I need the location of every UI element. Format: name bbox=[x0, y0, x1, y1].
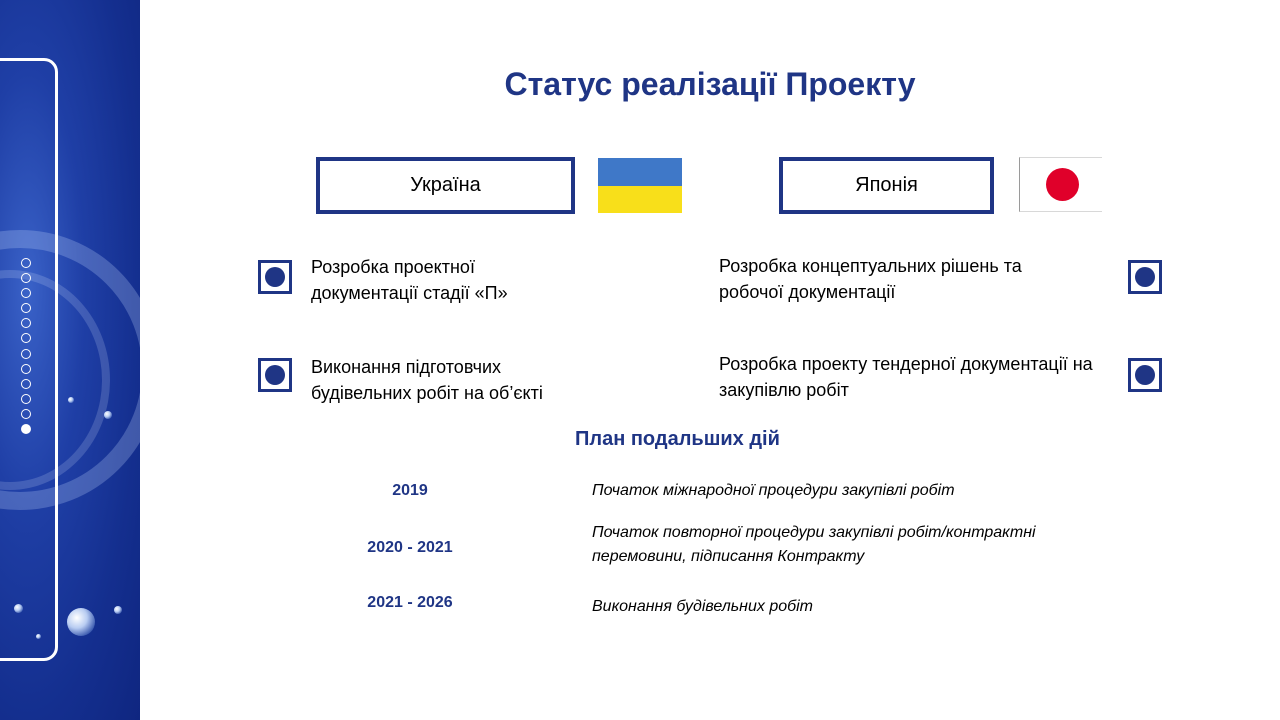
plan-year: 2020 - 2021 bbox=[367, 539, 453, 556]
country-box-japan bbox=[779, 157, 994, 214]
slide-nav-dot[interactable] bbox=[21, 409, 31, 419]
plan-description: Початок міжнародної процедури закупівлі робіт bbox=[592, 482, 955, 499]
water-drop-decoration bbox=[114, 606, 122, 614]
water-drop-decoration bbox=[67, 608, 95, 636]
sidebar-decoration bbox=[0, 0, 140, 720]
water-drop-decoration bbox=[104, 411, 112, 419]
plan-description: Виконання будівельних робіт bbox=[592, 598, 814, 615]
slide-nav-dot-active[interactable] bbox=[21, 424, 31, 434]
slide-nav-dot[interactable] bbox=[21, 288, 31, 298]
water-drop-decoration bbox=[68, 397, 74, 403]
japan-flag-icon bbox=[1019, 157, 1102, 212]
ukraine-flag-icon bbox=[598, 158, 682, 213]
slide-nav-dot[interactable] bbox=[21, 379, 31, 389]
slide-nav-dot[interactable] bbox=[21, 349, 31, 359]
slide-nav-dot[interactable] bbox=[21, 364, 31, 374]
country-label: Україна bbox=[410, 174, 481, 196]
slide-nav-dot[interactable] bbox=[21, 333, 31, 343]
status-item: Розробка проектної документації стадії «П» bbox=[311, 257, 508, 303]
slide-nav-dot[interactable] bbox=[21, 273, 31, 283]
plan-year: 2021 - 2026 bbox=[367, 594, 453, 611]
slide-nav-dot[interactable] bbox=[21, 303, 31, 313]
water-drop-decoration bbox=[36, 634, 41, 639]
status-check-icon bbox=[1128, 358, 1162, 392]
page-title: Статус реалізації Проекту bbox=[504, 66, 916, 102]
status-item: Розробка концептуальних рішень та робочої документації bbox=[719, 256, 1022, 302]
status-item: Виконання підготовчих будівельних робіт на об’єкті bbox=[311, 357, 543, 403]
plan-description: Початок повторної процедури закупівлі робіт/контрактні перемовини, підписання Контракту bbox=[592, 524, 1036, 565]
status-item: Розробка проекту тендерної документації на закупівлю робіт bbox=[719, 354, 1093, 400]
country-box-ukraine bbox=[316, 157, 575, 214]
slide-nav-dot[interactable] bbox=[21, 258, 31, 268]
country-label: Японія bbox=[855, 174, 918, 196]
status-check-icon bbox=[258, 260, 292, 294]
slide-nav-dot[interactable] bbox=[21, 318, 31, 328]
slide-nav-dot[interactable] bbox=[21, 394, 31, 404]
slide-navigation bbox=[21, 258, 33, 439]
status-check-icon bbox=[1128, 260, 1162, 294]
plan-year: 2019 bbox=[392, 482, 428, 499]
water-drop-decoration bbox=[14, 604, 23, 613]
plan-title: План подальших дій bbox=[575, 428, 780, 450]
status-check-icon bbox=[258, 358, 292, 392]
